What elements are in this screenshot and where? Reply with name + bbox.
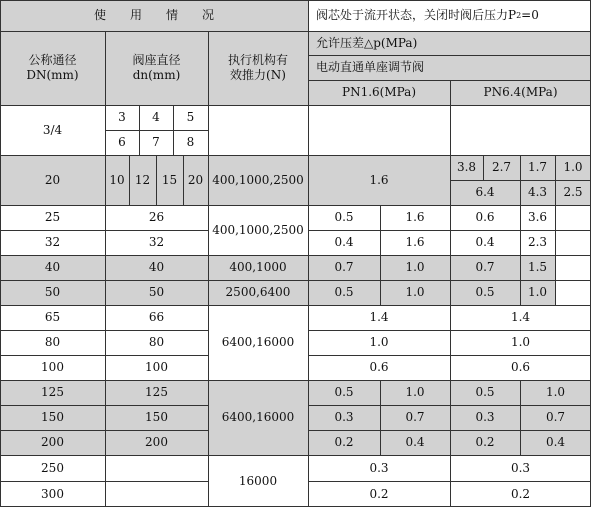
dn-column-header: 公称通径 DN(mm) xyxy=(0,31,105,105)
value-cell: 0.5 xyxy=(450,380,520,405)
pn16-cell: 1.6 xyxy=(308,155,450,205)
value-cell: 0.7 xyxy=(380,405,450,430)
value-cell: 0.4 xyxy=(450,230,520,255)
pn64-cell: 3.8 xyxy=(450,155,483,180)
value-cell: 0.2 xyxy=(450,430,520,455)
value-cell: 1.0 xyxy=(380,255,450,280)
seat-cell: 26 xyxy=(105,205,208,230)
valve-state-subscript: 2 xyxy=(516,10,522,20)
seat-cell: 100 xyxy=(105,355,208,380)
value-cell: 1.0 xyxy=(308,330,450,355)
pn64-cell: 2.5 xyxy=(555,180,591,205)
value-cell: 0.5 xyxy=(308,280,380,305)
value-cell: 0.3 xyxy=(450,405,520,430)
value-cell: 1.0 xyxy=(520,380,591,405)
empty-seat-cell xyxy=(105,481,208,507)
seat-cell: 4 xyxy=(139,105,173,130)
pn64-cell: 2.7 xyxy=(483,155,520,180)
dn-100: 100 xyxy=(0,355,105,380)
value-cell: 1.4 xyxy=(308,305,450,330)
pn64-header: PN6.4(MPa) xyxy=(450,80,591,105)
value-cell: 0.2 xyxy=(450,481,591,507)
valve-state-header xyxy=(308,0,591,31)
value-cell: 0.4 xyxy=(520,430,591,455)
empty-cell xyxy=(555,205,591,230)
dn-125: 125 xyxy=(0,380,105,405)
value-cell: 0.7 xyxy=(308,255,380,280)
force-cell: 16000 xyxy=(208,455,308,507)
pn64-cell: 1.0 xyxy=(555,155,591,180)
empty-cell xyxy=(555,280,591,305)
seat-cell: 8 xyxy=(173,130,208,155)
seat-column-header: 阀座直径 dn(mm) xyxy=(105,31,208,105)
value-cell: 0.3 xyxy=(308,405,380,430)
seat-cell: 50 xyxy=(105,280,208,305)
dn-32: 32 xyxy=(0,230,105,255)
value-cell: 0.2 xyxy=(308,430,380,455)
dn-200: 200 xyxy=(0,430,105,455)
seat-cell: 5 xyxy=(173,105,208,130)
value-cell: 1.6 xyxy=(380,230,450,255)
force-cell: 400,1000,2500 xyxy=(208,155,308,205)
force-cell: 6400,16000 xyxy=(208,305,308,380)
seat-cell: 20 xyxy=(183,155,208,205)
dn-25: 25 xyxy=(0,205,105,230)
dn-20: 20 xyxy=(0,155,105,205)
value-cell: 1.0 xyxy=(450,330,591,355)
seat-cell: 80 xyxy=(105,330,208,355)
value-cell: 0.5 xyxy=(308,205,380,230)
value-cell: 1.6 xyxy=(380,205,450,230)
pn64-cell: 4.3 xyxy=(520,180,555,205)
value-cell: 1.5 xyxy=(520,255,555,280)
seat-cell: 3 xyxy=(105,105,139,130)
value-cell: 2.3 xyxy=(520,230,555,255)
empty-cell xyxy=(555,230,591,255)
valve-state-text: 阀芯处于流开状态，关闭时阀后压力P xyxy=(316,8,517,22)
seat-cell: 12 xyxy=(129,155,156,205)
seat-cell: 40 xyxy=(105,255,208,280)
dn-50: 50 xyxy=(0,280,105,305)
value-cell: 0.6 xyxy=(450,205,520,230)
seat-cell: 7 xyxy=(139,130,173,155)
force-column-header: 执行机构有 效推力(N) xyxy=(208,31,308,105)
seat-cell: 125 xyxy=(105,380,208,405)
usage-header: 使 用 情 况 xyxy=(0,0,308,31)
force-cell: 400,1000,2500 xyxy=(208,205,308,255)
value-cell: 0.3 xyxy=(308,455,450,481)
dn-300: 300 xyxy=(0,481,105,507)
dn-250: 250 xyxy=(0,455,105,481)
seat-cell: 150 xyxy=(105,405,208,430)
seat-cell: 6 xyxy=(105,130,139,155)
force-cell: 400,1000 xyxy=(208,255,308,280)
pn64-cell: 6.4 xyxy=(450,180,520,205)
force-cell: 2500,6400 xyxy=(208,280,308,305)
value-cell: 0.3 xyxy=(450,455,591,481)
value-cell: 0.7 xyxy=(520,405,591,430)
value-cell: 0.5 xyxy=(450,280,520,305)
value-cell: 1.0 xyxy=(380,380,450,405)
value-cell: 1.0 xyxy=(520,280,555,305)
dn-65: 65 xyxy=(0,305,105,330)
value-cell: 3.6 xyxy=(520,205,555,230)
value-cell: 0.4 xyxy=(308,230,380,255)
pn16-header: PN1.6(MPa) xyxy=(308,80,450,105)
valve-state-tail: =0 xyxy=(521,8,539,22)
value-cell: 0.4 xyxy=(380,430,450,455)
dn-150: 150 xyxy=(0,405,105,430)
value-cell: 0.2 xyxy=(308,481,450,507)
value-cell: 0.6 xyxy=(308,355,450,380)
seat-cell: 66 xyxy=(105,305,208,330)
value-cell: 1.4 xyxy=(450,305,591,330)
seat-cell: 32 xyxy=(105,230,208,255)
value-cell: 0.7 xyxy=(450,255,520,280)
dn-40: 40 xyxy=(0,255,105,280)
dn-80: 80 xyxy=(0,330,105,355)
empty-cell xyxy=(555,255,591,280)
empty-seat-cell xyxy=(105,455,208,481)
force-cell: 6400,16000 xyxy=(208,380,308,455)
valve-type-header: 电动直通单座调节阀 xyxy=(308,55,591,80)
seat-cell: 200 xyxy=(105,430,208,455)
value-cell: 0.6 xyxy=(450,355,591,380)
seat-cell: 15 xyxy=(156,155,183,205)
seat-cell: 10 xyxy=(105,155,129,205)
value-cell: 0.5 xyxy=(308,380,380,405)
value-cell: 1.0 xyxy=(380,280,450,305)
allowable-pressure-header: 允许压差△p(MPa) xyxy=(308,31,591,55)
pn64-cell: 1.7 xyxy=(520,155,555,180)
dn-3-4: 3/4 xyxy=(0,105,105,155)
